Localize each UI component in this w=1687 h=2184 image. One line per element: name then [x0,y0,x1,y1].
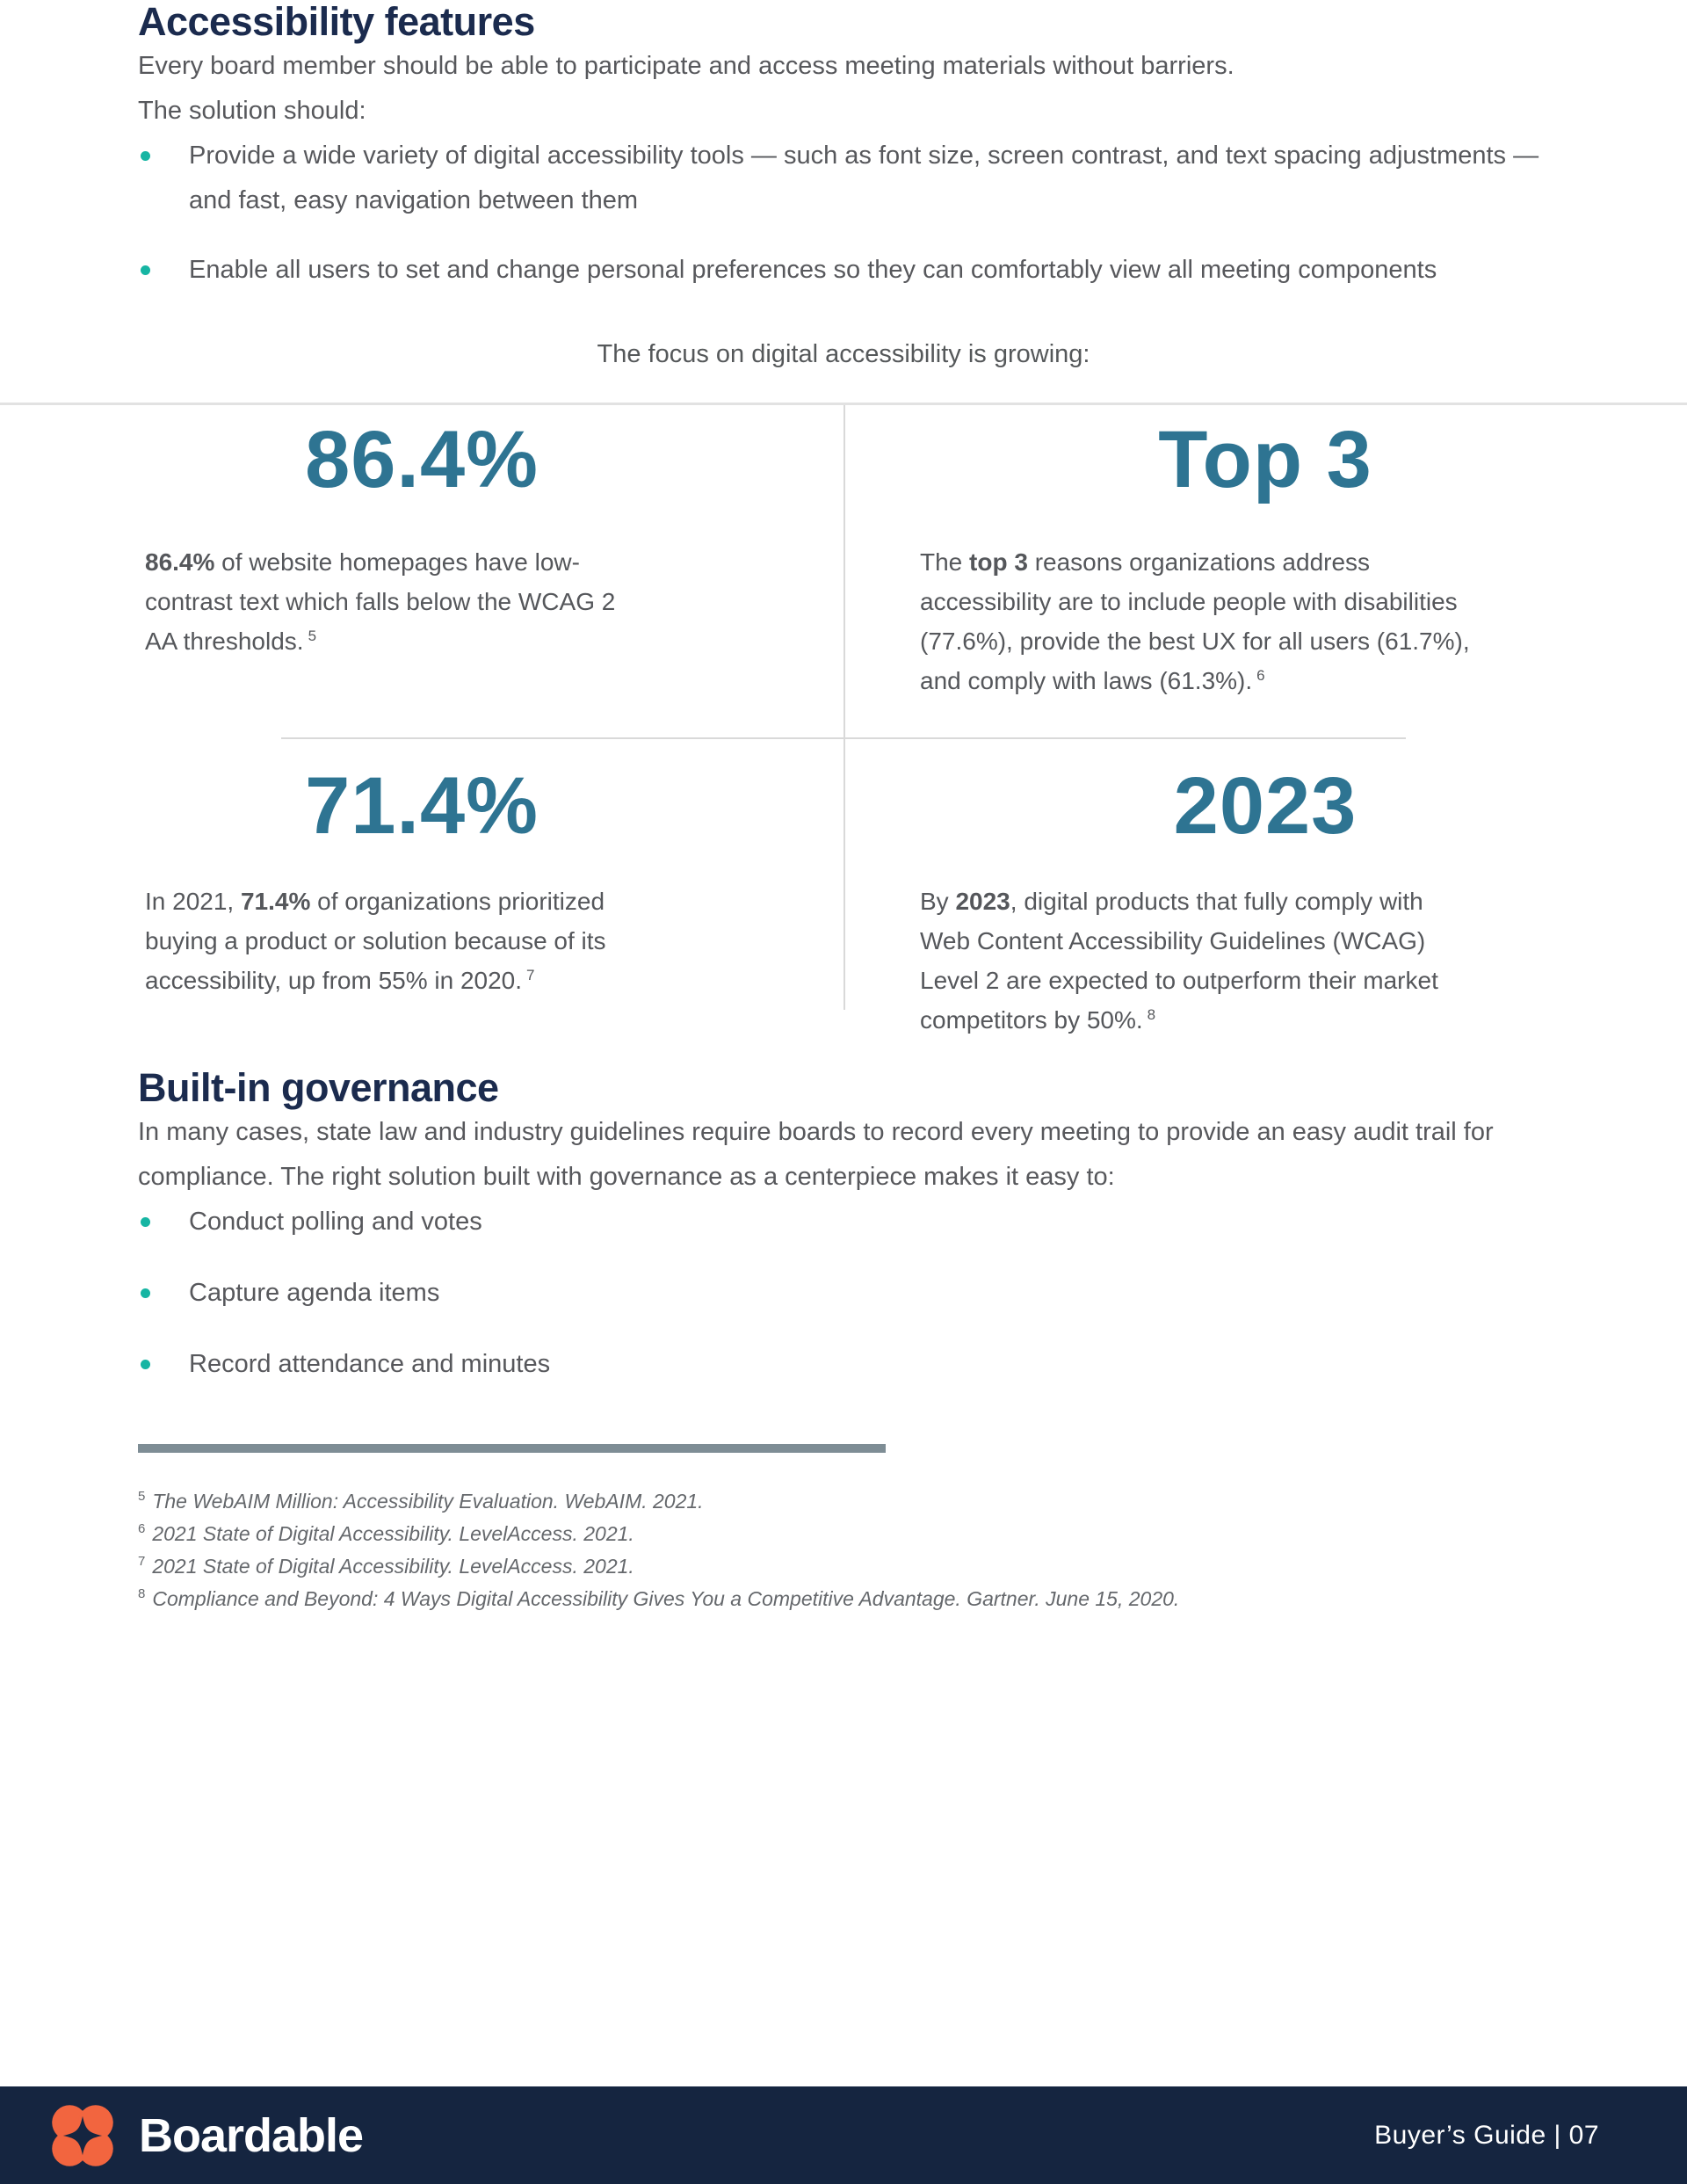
stat-desc-text: , digital products that fully comply with Web Content Accessibility Guidelines (WCAG) Level 2 are expected to outperform their market competitors by 50%. [920,888,1438,1034]
accessibility-intro [138,44,1549,134]
accessibility-intro-line1: Every board member should be able to participate and access meeting materials without barriers. [138,52,1234,80]
boardable-flower-icon [44,2103,121,2168]
stats-grid [0,403,1687,1066]
stat-desc-pre: The [920,548,970,576]
footnote-divider-rule [138,1444,886,1453]
footnote-ref: 8 [1147,1005,1156,1023]
footnote-number: 8 [138,1586,146,1602]
footnote-line [138,1485,1549,1518]
list-item: Provide a wide variety of digital accessibility tools — such as font size, screen contrast, and text spacing adjustments — and fast, easy navigation between them [138,134,1549,223]
footnote-line [138,1583,1549,1615]
governance-bullet-list [138,1200,1549,1387]
stat-description [145,542,626,661]
stats-lead-text: The focus on digital accessibility is growing: [597,340,1090,368]
accessibility-intro-line2: The solution should: [138,97,366,125]
stat-headline: 2023 [1173,761,1358,851]
stat-card-top-3 [844,405,1687,739]
stat-description [920,542,1482,700]
stats-grid-horizontal-divider [281,737,1406,739]
list-item: Conduct polling and votes [138,1200,1549,1244]
list-item: Record attendance and minutes [138,1342,1549,1387]
stat-desc-text: of organizations prioritized buying a product or solution because of its accessibility, up from 55% in 2020. [145,888,606,994]
accessibility-section-heading: Accessibility features [138,0,535,44]
footnote-number: 6 [138,1521,146,1537]
footnote-line [138,1518,1549,1550]
footer-page-label: Buyer’s Guide | 07 [1374,2120,1599,2150]
accessibility-bullet-list [138,134,1549,293]
footnote-ref: 7 [526,966,535,983]
footnote-number: 5 [138,1489,146,1505]
stat-desc-text: of website homepages have low-contrast text which falls below the WCAG 2 AA thresholds. [145,548,616,655]
governance-intro: In many cases, state law and industry guidelines require boards to record every meeting to provide an easy audit trail for compliance. The right solution built with governance as a centerpiece makes it easy to: [138,1118,1494,1191]
footnote-number: 7 [138,1554,146,1570]
footnote-text: 2021 State of Digital Accessibility. LevelAccess. 2021. [152,1522,634,1545]
boardable-wordmark: Boardable [139,2108,364,2162]
footnote-ref: 6 [1256,666,1265,684]
stats-grid-vertical-divider [844,405,845,1010]
stat-desc-bold: top 3 [969,548,1028,576]
stat-desc-bold: 71.4% [240,888,311,915]
footnote-text: The WebAIM Million: Accessibility Evaluation. WebAIM. 2021. [152,1490,704,1513]
stat-desc-bold: 86.4% [145,548,215,576]
footnote-line [138,1550,1549,1583]
footnote-ref: 5 [308,627,317,644]
footnote-text: 2021 State of Digital Accessibility. LevelAccess. 2021. [152,1555,634,1578]
footnotes-block [138,1485,1549,1615]
boardable-logo [44,2103,363,2168]
stat-desc-bold: 2023 [955,888,1010,915]
governance-section-heading: Built-in governance [138,1065,499,1110]
stat-headline: 71.4% [305,761,539,851]
list-item: Capture agenda items [138,1271,1549,1316]
page-footer [0,2086,1687,2184]
stat-headline: 86.4% [305,415,539,504]
stat-desc-pre: In 2021, [145,888,241,915]
stat-description [920,882,1472,1040]
stat-desc-text: reasons organizations address accessibility are to include people with disabilities (77.6%), provide the best UX for all users (61.7%), and comply with laws (61.3%). [920,548,1470,694]
stat-headline: Top 3 [1158,415,1372,504]
stat-description [145,882,641,1000]
stat-desc-pre: By [920,888,956,915]
list-item: Enable all users to set and change personal preferences so they can comfortably view all meeting components [138,248,1549,293]
stat-card-86-percent [0,405,844,739]
stat-card-2023 [844,739,1687,1040]
stat-card-71-percent [0,739,844,1040]
footnote-text: Compliance and Beyond: 4 Ways Digital Accessibility Gives You a Competitive Advantage. Gartner. June 15, 2020. [152,1587,1180,1610]
